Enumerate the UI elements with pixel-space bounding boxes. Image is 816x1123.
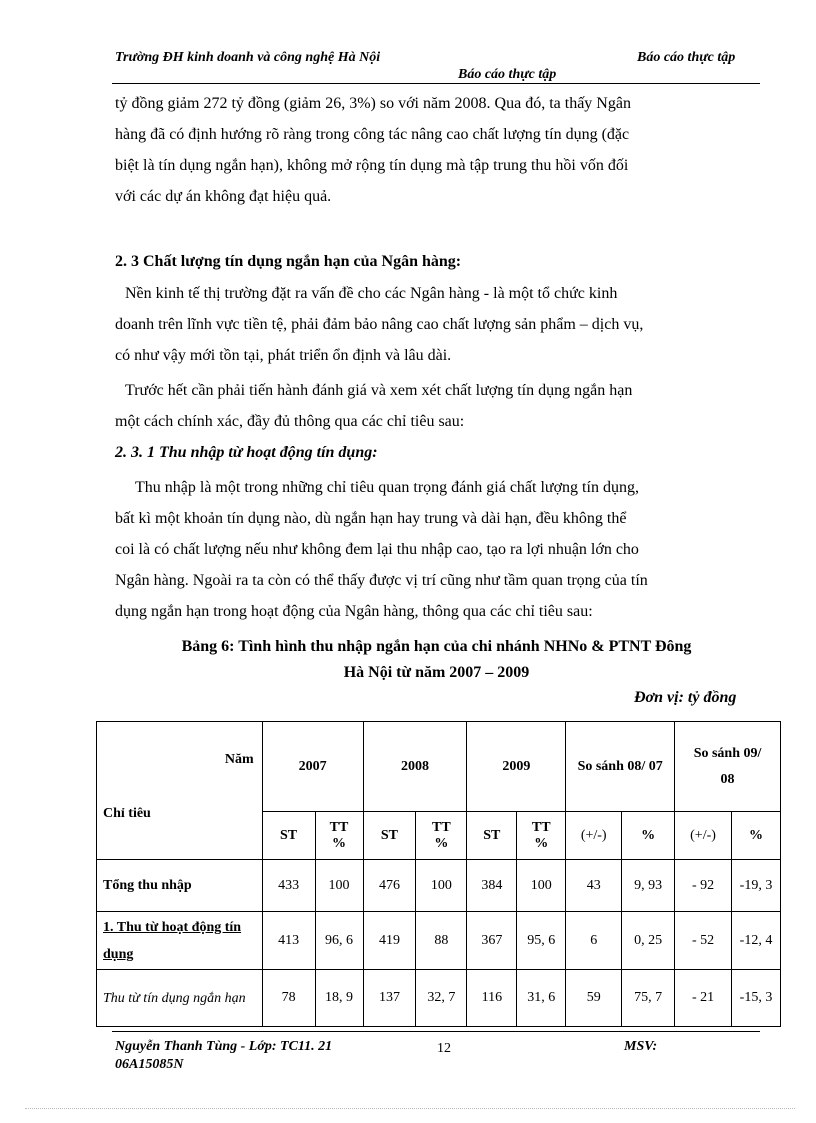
text-line: doanh trên lĩnh vực tiền tệ, phải đảm bảo nâng cao chất lượng sản phẩm – dịch vụ, — [115, 316, 644, 333]
section-paragraph-2 — [115, 375, 758, 437]
corner-year-label: Năm — [224, 752, 254, 767]
text-line: Trước hết cần phải tiến hành đánh giá và xem xét chất lượng tín dụng ngắn hạn — [125, 382, 633, 399]
table-cell: 78 — [262, 970, 315, 1027]
table-cell: 116 — [467, 970, 517, 1027]
footer-student-id: 06A15085N — [115, 1057, 184, 1072]
table-cell: 413 — [262, 912, 315, 970]
table-cell: 31, 6 — [517, 970, 566, 1027]
text-line: Nền kinh tế thị trường đặt ra vấn đề cho các Ngân hàng - là một tổ chức kinh — [125, 285, 618, 302]
footer-author: Nguyễn Thanh Tùng - Lớp: TC11. 21 — [115, 1039, 333, 1054]
header-rule — [112, 83, 760, 84]
text-line: Ngân hàng. Ngoài ra ta còn có thể thấy được vị trí cũng như tầm quan trọng của tín — [115, 572, 648, 589]
table-cell: -15, 3 — [732, 970, 781, 1027]
table-cell: 0, 25 — [622, 912, 675, 970]
text-line: hàng đã có định hướng rõ ràng trong công tác nâng cao chất lượng tín dụng (đặc — [115, 126, 630, 143]
text-line: có như vậy mới tồn tại, phát triển ổn định và lâu dài. — [115, 347, 452, 364]
year-header: 2007 — [262, 722, 363, 812]
text-line: tỷ đồng giảm 272 tỷ đồng (giảm 26, 3%) so với năm 2008. Qua đó, ta thấy Ngân — [115, 95, 631, 112]
text-line: một cách chính xác, đầy đủ thông qua các chỉ tiêu sau: — [115, 413, 465, 430]
table-cell: 100 — [315, 860, 363, 912]
table-caption-line: Hà Nội từ năm 2007 – 2009 — [343, 664, 530, 681]
table-unit: Đơn vị: tỷ đồng — [634, 689, 737, 706]
footer-rule — [112, 1031, 760, 1032]
section-heading: 2. 3 Chất lượng tín dụng ngắn hạn của Ngân hàng: — [115, 253, 462, 270]
table-cell: 6 — [566, 912, 622, 970]
table-cell: - 52 — [675, 912, 732, 970]
table-cell: -19, 3 — [732, 860, 781, 912]
intro-paragraph — [115, 88, 758, 212]
compare-header: So sánh 09/ 08 — [675, 722, 781, 812]
section-paragraph-1 — [115, 278, 758, 371]
table-cell: 384 — [467, 860, 517, 912]
table-row — [97, 912, 781, 970]
subheader-diff: (+/-) — [675, 812, 732, 860]
subheader-tt: TT % — [416, 812, 467, 860]
table-cell: 59 — [566, 970, 622, 1027]
table-cell: 367 — [467, 912, 517, 970]
subsection-paragraph — [115, 472, 758, 627]
compare-header: So sánh 08/ 07 — [566, 722, 675, 812]
subheader-tt: TT % — [517, 812, 566, 860]
header-school: Trường ĐH kinh doanh và công nghệ Hà Nội — [115, 50, 381, 65]
table-cell: 9, 93 — [622, 860, 675, 912]
table-caption — [115, 634, 758, 686]
table-cell: - 92 — [675, 860, 732, 912]
table-cell: -12, 4 — [732, 912, 781, 970]
table-cell: 433 — [262, 860, 315, 912]
table-cell: 476 — [363, 860, 416, 912]
page-number: 12 — [437, 1041, 451, 1056]
table-cell: 88 — [416, 912, 467, 970]
table-cell: 43 — [566, 860, 622, 912]
table-cell: 419 — [363, 912, 416, 970]
table-corner-cell — [97, 722, 263, 860]
table-cell: 95, 6 — [517, 912, 566, 970]
income-table — [96, 721, 781, 1027]
subheader-diff: (+/-) — [566, 812, 622, 860]
table-cell: 96, 6 — [315, 912, 363, 970]
row-label: 1. Thu từ hoạt động tín dụng — [97, 912, 263, 970]
text-line: dụng ngắn hạn trong hoạt động của Ngân hàng, thông qua các chỉ tiêu sau: — [115, 603, 593, 620]
row-label: Tổng thu nhập — [97, 860, 263, 912]
table-cell: 137 — [363, 970, 416, 1027]
subheader-st: ST — [262, 812, 315, 860]
subheader-st: ST — [363, 812, 416, 860]
text-line: biệt là tín dụng ngắn hạn), không mở rộng tín dụng mà tập trung thu hồi vốn đối — [115, 157, 629, 174]
text-line: bất kì một khoản tín dụng nào, dù ngắn hạn hay trung và dài hạn, đều không thể — [115, 510, 627, 527]
text-line: coi là có chất lượng nếu như không đem lại thu nhập cao, tạo ra lợi nhuận lớn cho — [115, 541, 639, 558]
subheader-pct: % — [622, 812, 675, 860]
subheader-pct: % — [732, 812, 781, 860]
footer-msv-label: MSV: — [624, 1039, 658, 1054]
table-cell: 18, 9 — [315, 970, 363, 1027]
table-header-row — [97, 722, 781, 812]
text-line: với các dự án không đạt hiệu quả. — [115, 188, 332, 205]
row-label: Thu từ tín dụng ngắn hạn — [97, 970, 263, 1027]
table-cell: 100 — [416, 860, 467, 912]
table-cell: 100 — [517, 860, 566, 912]
table-cell: - 21 — [675, 970, 732, 1027]
header-report-center: Báo cáo thực tập — [458, 67, 557, 82]
corner-item-label: Chỉ tiêu — [103, 806, 151, 821]
year-header: 2009 — [467, 722, 566, 812]
table-cell: 75, 7 — [622, 970, 675, 1027]
subheader-tt: TT % — [315, 812, 363, 860]
subheader-st: ST — [467, 812, 517, 860]
header-report-right: Báo cáo thực tập — [637, 50, 736, 65]
table-row — [97, 860, 781, 912]
table-cell: 32, 7 — [416, 970, 467, 1027]
subsection-heading: 2. 3. 1 Thu nhập từ hoạt động tín dụng: — [115, 444, 378, 461]
page-bottom-divider — [25, 1108, 795, 1109]
year-header: 2008 — [363, 722, 467, 812]
table-row — [97, 970, 781, 1027]
table-caption-line: Bảng 6: Tình hình thu nhập ngắn hạn của chi nhánh NHNo & PTNT Đông — [181, 638, 692, 655]
text-line: Thu nhập là một trong những chỉ tiêu quan trọng đánh giá chất lượng tín dụng, — [135, 479, 639, 496]
